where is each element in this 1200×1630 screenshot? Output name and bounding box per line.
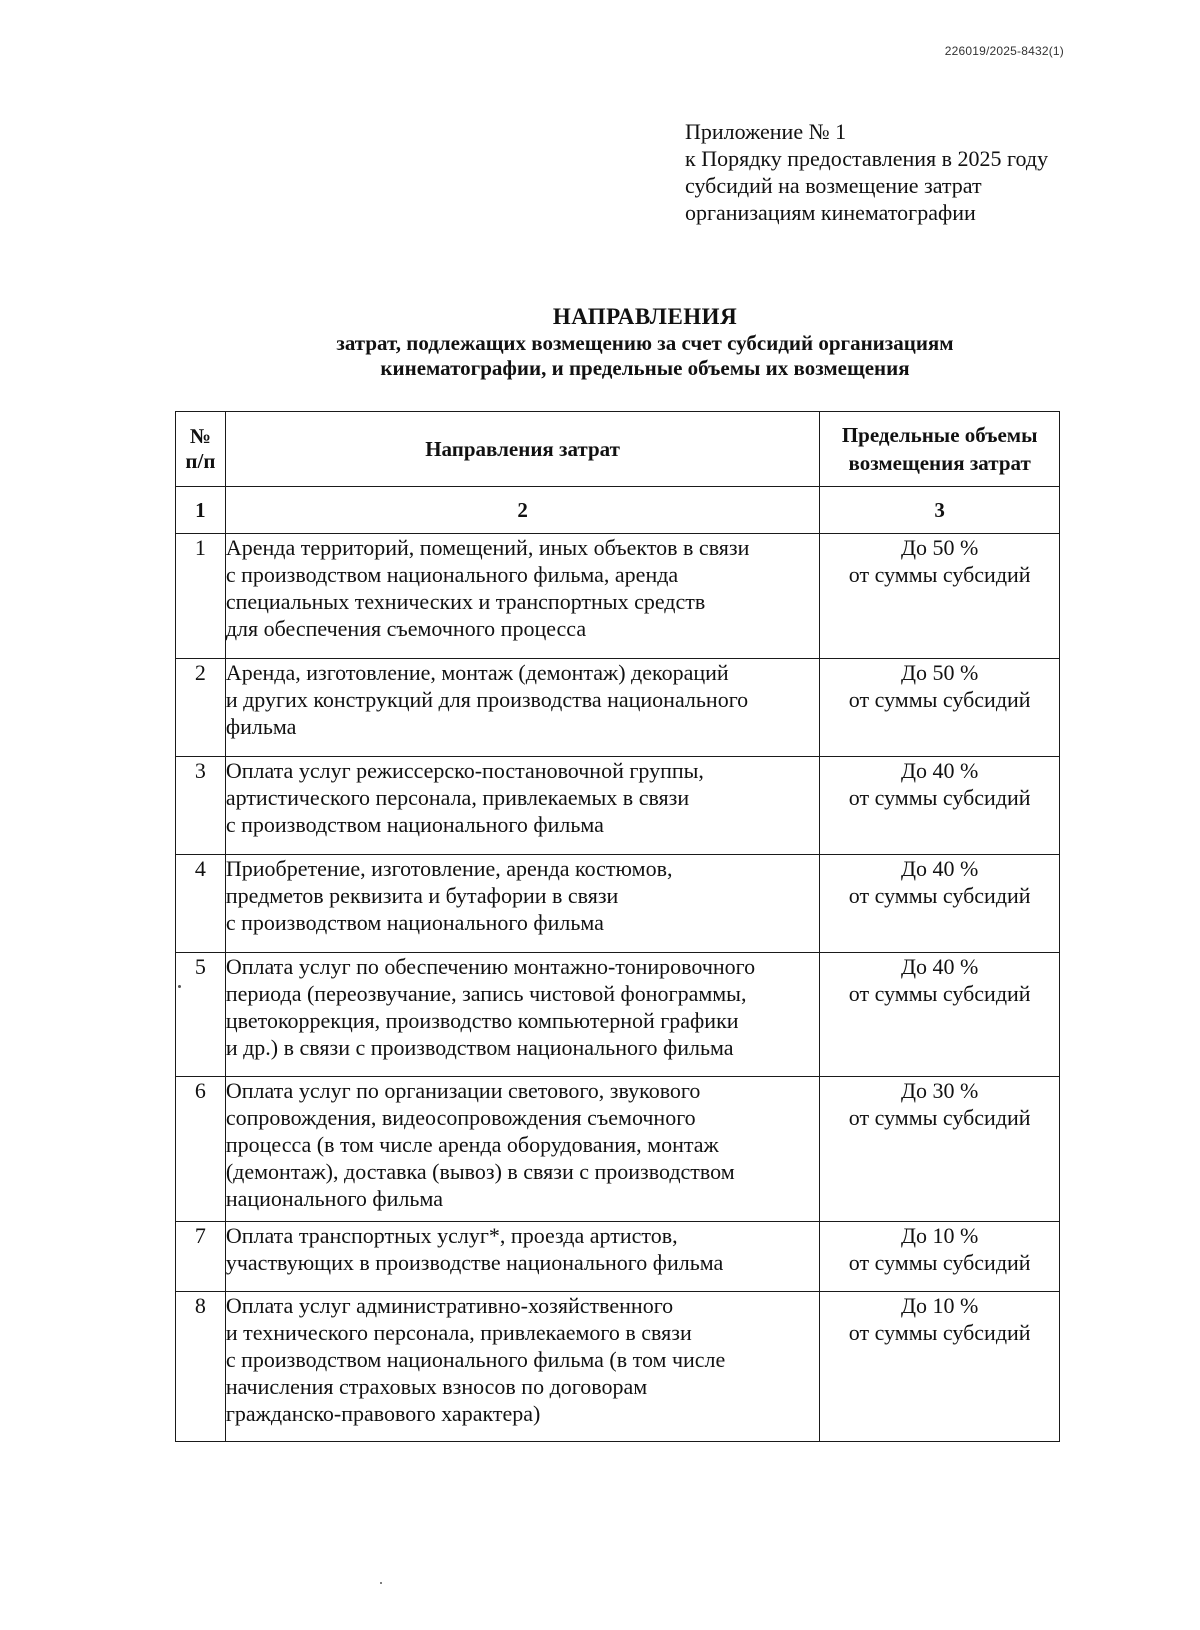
cost-direction-line: фильма xyxy=(225,714,297,739)
reimbursement-limit xyxy=(820,534,1060,659)
table-row xyxy=(176,855,1060,953)
column-number: 1 xyxy=(176,487,226,534)
cost-direction xyxy=(225,1292,819,1442)
table-row xyxy=(176,1077,1060,1222)
table-row xyxy=(176,1292,1060,1442)
row-number: 8 xyxy=(176,1292,226,1442)
cost-direction xyxy=(225,534,819,659)
row-number: 1 xyxy=(176,534,226,659)
header-limit-line: возмещения затрат xyxy=(848,451,1031,475)
reimbursement-limit-line: До 10 % xyxy=(900,1223,979,1248)
cost-direction xyxy=(225,1222,819,1292)
header-number-line: п/п xyxy=(185,449,216,473)
cost-direction-line: сопровождения, видеосопровождения съемочного xyxy=(225,1105,696,1130)
table-row xyxy=(176,953,1060,1077)
document-title xyxy=(0,303,1200,381)
cost-direction xyxy=(225,953,819,1077)
reimbursement-limit-line: от суммы субсидий xyxy=(848,785,1031,810)
cost-direction-line: Оплата услуг по обеспечению монтажно-тонировочного xyxy=(225,954,756,979)
header-direction: Направления затрат xyxy=(225,412,819,487)
reimbursement-limit-line: от суммы субсидий xyxy=(848,981,1031,1006)
reimbursement-limit xyxy=(820,855,1060,953)
column-number: 3 xyxy=(820,487,1060,534)
cost-direction-line: с производством национального фильма (в том числе xyxy=(225,1347,726,1372)
table-row xyxy=(176,1222,1060,1292)
cost-direction xyxy=(225,1077,819,1222)
cost-direction-line: национального фильма xyxy=(225,1186,443,1211)
scan-speck xyxy=(178,985,181,988)
reimbursement-limit xyxy=(820,757,1060,855)
cost-direction-line: предметов реквизита и бутафории в связи xyxy=(225,883,619,908)
cost-direction xyxy=(225,659,819,757)
cost-direction-line: с производством национального фильма xyxy=(225,910,604,935)
row-number: 5 xyxy=(176,953,226,1077)
cost-direction-line: периода (переозвучание, запись чистовой фонограммы, xyxy=(225,981,747,1006)
cost-direction-line: Аренда, изготовление, монтаж (демонтаж) декораций xyxy=(225,660,729,685)
reimbursement-limit xyxy=(820,659,1060,757)
cost-direction-line: Оплата услуг режиссерско-постановочной группы, xyxy=(225,758,704,783)
header-limit xyxy=(820,412,1060,487)
title-subtitle-line: затрат, подлежащих возмещению за счет субсидий организациям xyxy=(336,331,954,355)
row-number: 6 xyxy=(176,1077,226,1222)
cost-direction-line: (демонтаж), доставка (вывоз) в связи с производством xyxy=(225,1159,735,1184)
title-subtitle-line: кинематографии, и предельные объемы их возмещения xyxy=(380,356,910,380)
title-main: НАПРАВЛЕНИЯ xyxy=(552,304,738,329)
header-number xyxy=(176,412,226,487)
cost-direction xyxy=(225,855,819,953)
row-number: 4 xyxy=(176,855,226,953)
reimbursement-limit-line: До 40 % xyxy=(900,856,979,881)
reimbursement-limit-line: от суммы субсидий xyxy=(848,687,1031,712)
row-number: 2 xyxy=(176,659,226,757)
reimbursement-limit xyxy=(820,1222,1060,1292)
cost-direction-line: и др.) в связи с производством национального фильма xyxy=(225,1035,734,1060)
cost-direction-line: для обеспечения съемочного процесса xyxy=(225,616,587,641)
column-numbers-row xyxy=(176,487,1060,534)
reimbursement-limit xyxy=(820,1292,1060,1442)
table-row xyxy=(176,757,1060,855)
reimbursement-limit xyxy=(820,953,1060,1077)
reimbursement-limit-line: от суммы субсидий xyxy=(848,883,1031,908)
table-header-row xyxy=(176,412,1060,487)
cost-directions-table xyxy=(175,411,1060,1442)
row-number: 3 xyxy=(176,757,226,855)
scan-speck xyxy=(380,1582,382,1584)
reimbursement-limit-line: от суммы субсидий xyxy=(848,1250,1031,1275)
reimbursement-limit-line: До 50 % xyxy=(900,535,979,560)
reimbursement-limit-line: от суммы субсидий xyxy=(848,1105,1031,1130)
header-limit-line: Предельные объемы xyxy=(841,423,1038,447)
appendix-line: субсидий на возмещение затрат xyxy=(685,173,982,198)
reimbursement-limit-line: от суммы субсидий xyxy=(848,562,1031,587)
cost-direction-line: и технического персонала, привлекаемого в связи xyxy=(225,1320,692,1345)
appendix-line: организациям кинематографии xyxy=(685,200,976,225)
cost-direction-line: артистического персонала, привлекаемых в связи xyxy=(225,785,690,810)
cost-direction-line: Оплата услуг административно-хозяйственного xyxy=(225,1293,674,1318)
cost-direction-line: процесса (в том числе аренда оборудования, монтаж xyxy=(225,1132,719,1157)
cost-direction-line: участвующих в производстве национального фильма xyxy=(225,1250,724,1275)
cost-direction-line: гражданско-правового характера) xyxy=(225,1401,541,1426)
cost-direction-line: специальных технических и транспортных средств xyxy=(225,589,706,614)
appendix-line: Приложение № 1 xyxy=(685,119,847,144)
appendix-line: к Порядку предоставления в 2025 году xyxy=(685,146,1049,171)
reimbursement-limit-line: До 50 % xyxy=(900,660,979,685)
cost-direction-line: и других конструкций для производства национального xyxy=(225,687,749,712)
table-row xyxy=(176,659,1060,757)
reimbursement-limit-line: от суммы субсидий xyxy=(848,1320,1031,1345)
reimbursement-limit xyxy=(820,1077,1060,1222)
table-row xyxy=(176,534,1060,659)
reimbursement-limit-line: До 10 % xyxy=(900,1293,979,1318)
document-id: 226019/2025-8432(1) xyxy=(944,44,1064,58)
cost-direction-line: начисления страховых взносов по договорам xyxy=(225,1374,648,1399)
cost-direction-line: Оплата услуг по организации светового, звукового xyxy=(225,1078,701,1103)
cost-direction-line: с производством национального фильма, аренда xyxy=(225,562,679,587)
cost-direction-line: Приобретение, изготовление, аренда костюмов, xyxy=(225,856,673,881)
reimbursement-limit-line: До 40 % xyxy=(900,954,979,979)
header-number-line: № xyxy=(189,424,211,448)
row-number: 7 xyxy=(176,1222,226,1292)
reimbursement-limit-line: До 40 % xyxy=(900,758,979,783)
reimbursement-limit-line: До 30 % xyxy=(900,1078,979,1103)
column-number: 2 xyxy=(225,487,819,534)
appendix-note xyxy=(685,118,1048,226)
cost-direction xyxy=(225,757,819,855)
cost-direction-line: Аренда территорий, помещений, иных объектов в связи xyxy=(225,535,750,560)
cost-direction-line: с производством национального фильма xyxy=(225,812,604,837)
cost-direction-line: Оплата транспортных услуг*, проезда артистов, xyxy=(225,1223,678,1248)
cost-direction-line: цветокоррекция, производство компьютерной графики xyxy=(225,1008,739,1033)
